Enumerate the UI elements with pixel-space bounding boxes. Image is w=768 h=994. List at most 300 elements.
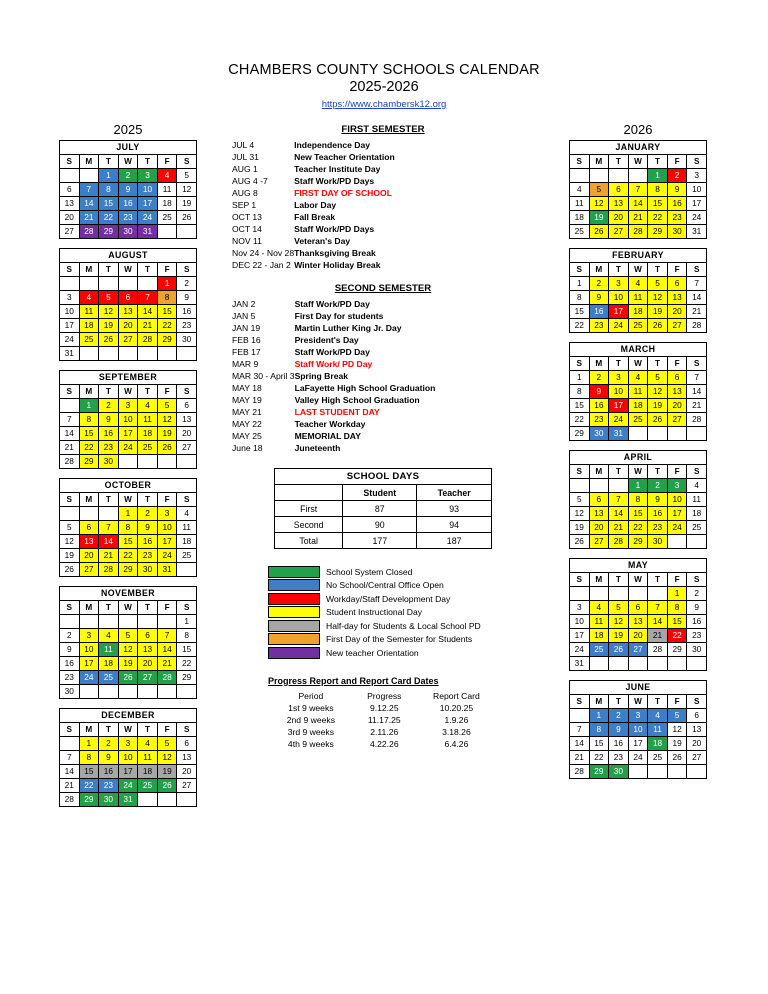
calendar-day: 10 bbox=[687, 183, 707, 197]
calendar-day: 5 bbox=[60, 521, 80, 535]
event-row bbox=[232, 334, 534, 346]
event-row bbox=[232, 346, 534, 358]
event-row bbox=[232, 235, 534, 247]
progress-date: 11.17.25 bbox=[367, 714, 401, 725]
calendar-day: 7 bbox=[648, 601, 668, 615]
calendar-day: 11 bbox=[138, 413, 158, 427]
calendar-day-empty bbox=[60, 615, 80, 629]
month-name: MARCH bbox=[570, 343, 707, 357]
calendar-day: 23 bbox=[589, 413, 609, 427]
progress-column-header: Period bbox=[298, 690, 324, 701]
event-name: Fall Break bbox=[294, 212, 336, 222]
event-date: NOV 11 bbox=[232, 236, 262, 246]
second-semester-events bbox=[232, 298, 534, 454]
calendar-day: 6 bbox=[177, 737, 197, 751]
weekday-header: M bbox=[589, 695, 609, 709]
event-name: Teacher Workday bbox=[294, 419, 366, 429]
calendar-day: 15 bbox=[570, 305, 590, 319]
weekday-header: S bbox=[687, 465, 707, 479]
calendar-day: 10 bbox=[79, 643, 99, 657]
weekday-header: T bbox=[138, 723, 158, 737]
calendar-day-empty bbox=[609, 587, 629, 601]
calendar-day: 25 bbox=[648, 751, 668, 765]
calendar-day: 26 bbox=[177, 211, 197, 225]
month-december bbox=[59, 708, 197, 807]
calendar-day: 4 bbox=[157, 169, 177, 183]
month-august bbox=[59, 248, 197, 361]
calendar-day: 18 bbox=[138, 427, 158, 441]
calendar-day: 24 bbox=[118, 441, 138, 455]
calendar-day: 27 bbox=[177, 441, 197, 455]
month-table bbox=[569, 680, 707, 779]
calendar-day: 10 bbox=[118, 751, 138, 765]
weekday-header: W bbox=[118, 601, 138, 615]
legend-swatch bbox=[268, 633, 320, 645]
event-row bbox=[232, 139, 534, 151]
calendar-day: 16 bbox=[667, 197, 687, 211]
calendar-day: 31 bbox=[570, 657, 590, 671]
legend-label: First Day of the Semester for Students bbox=[326, 634, 473, 645]
calendar-day: 19 bbox=[648, 305, 668, 319]
event-date: FEB 16 bbox=[232, 335, 261, 345]
event-date: MAY 19 bbox=[232, 395, 262, 405]
calendar-day: 28 bbox=[79, 225, 99, 239]
calendar-day-empty bbox=[628, 587, 648, 601]
weekday-header: S bbox=[177, 493, 197, 507]
calendar-day: 28 bbox=[60, 793, 80, 807]
calendar-day: 30 bbox=[118, 225, 138, 239]
weekday-header: F bbox=[157, 723, 177, 737]
event-date: JAN 19 bbox=[232, 323, 261, 333]
progress-column-header: Progress bbox=[367, 690, 402, 701]
calendar-day: 9 bbox=[589, 291, 609, 305]
event-date: FEB 17 bbox=[232, 347, 261, 357]
weekday-header: T bbox=[99, 601, 119, 615]
calendar-day: 9 bbox=[138, 521, 158, 535]
month-name: JULY bbox=[60, 141, 197, 155]
legend-row bbox=[268, 633, 498, 647]
calendar-day: 16 bbox=[138, 535, 158, 549]
event-row bbox=[232, 382, 534, 394]
calendar-day: 21 bbox=[648, 629, 668, 643]
month-table bbox=[569, 248, 707, 333]
calendar-day: 1 bbox=[570, 277, 590, 291]
school-days-value: 94 bbox=[417, 517, 492, 533]
calendar-day: 26 bbox=[609, 643, 629, 657]
calendar-day-empty bbox=[177, 347, 197, 361]
calendar-day: 16 bbox=[609, 737, 629, 751]
calendar-day: 2 bbox=[589, 371, 609, 385]
calendar-day: 25 bbox=[628, 319, 648, 333]
calendar-day: 19 bbox=[157, 427, 177, 441]
progress-period: 2nd 9 weeks bbox=[286, 714, 335, 725]
calendar-day: 22 bbox=[667, 629, 687, 643]
calendar-day-empty bbox=[667, 427, 687, 441]
calendar-day: 23 bbox=[99, 441, 119, 455]
calendar-day: 14 bbox=[60, 765, 80, 779]
calendar-day-empty bbox=[687, 765, 707, 779]
weekday-header: F bbox=[667, 357, 687, 371]
event-name: LAST STUDENT DAY bbox=[294, 407, 380, 417]
weekday-header: S bbox=[177, 263, 197, 277]
progress-date: 4.22.26 bbox=[369, 738, 399, 749]
calendar-day-empty bbox=[138, 347, 158, 361]
weekday-header: S bbox=[60, 263, 80, 277]
legend-swatch bbox=[268, 647, 320, 659]
calendar-day: 27 bbox=[667, 413, 687, 427]
calendar-day: 16 bbox=[589, 399, 609, 413]
calendar-day: 9 bbox=[648, 493, 668, 507]
weekday-header: T bbox=[99, 723, 119, 737]
calendar-day: 13 bbox=[177, 413, 197, 427]
calendar-day: 13 bbox=[667, 385, 687, 399]
calendar-day-empty bbox=[589, 657, 609, 671]
calendar-day: 31 bbox=[60, 347, 80, 361]
weekday-header: W bbox=[628, 573, 648, 587]
calendar-day: 13 bbox=[79, 535, 99, 549]
month-name: NOVEMBER bbox=[60, 587, 197, 601]
calendar-day: 20 bbox=[138, 657, 158, 671]
calendar-day: 6 bbox=[177, 399, 197, 413]
weekday-header: S bbox=[177, 601, 197, 615]
calendar-day: 30 bbox=[648, 535, 668, 549]
calendar-day: 29 bbox=[628, 535, 648, 549]
event-name: Staff Work/PD Days bbox=[294, 176, 375, 186]
calendar-day: 15 bbox=[177, 643, 197, 657]
calendar-day-empty bbox=[570, 479, 590, 493]
calendar-day: 25 bbox=[157, 211, 177, 225]
calendar-day: 19 bbox=[589, 211, 609, 225]
calendar-day-empty bbox=[99, 685, 119, 699]
calendar-day: 7 bbox=[99, 521, 119, 535]
calendar-day: 21 bbox=[60, 779, 80, 793]
calendar-day: 14 bbox=[60, 427, 80, 441]
calendar-day-empty bbox=[667, 657, 687, 671]
calendar-day: 6 bbox=[687, 709, 707, 723]
calendar-day: 23 bbox=[118, 211, 138, 225]
weekday-header: M bbox=[589, 573, 609, 587]
event-row bbox=[232, 442, 534, 454]
event-row bbox=[232, 322, 534, 334]
weekday-header: T bbox=[648, 695, 668, 709]
calendar-day: 15 bbox=[79, 765, 99, 779]
weekday-header: T bbox=[138, 385, 158, 399]
event-row bbox=[232, 406, 534, 418]
calendar-day: 30 bbox=[667, 225, 687, 239]
month-name: APRIL bbox=[570, 451, 707, 465]
calendar-day-empty bbox=[138, 685, 158, 699]
event-date: MAY 22 bbox=[232, 419, 262, 429]
calendar-day: 17 bbox=[157, 535, 177, 549]
calendar-day: 23 bbox=[589, 319, 609, 333]
event-name: Valley High School Graduation bbox=[294, 395, 420, 405]
calendar-day-empty bbox=[79, 277, 99, 291]
month-table bbox=[59, 708, 197, 807]
month-january bbox=[569, 140, 707, 239]
calendar-day: 3 bbox=[687, 169, 707, 183]
calendar-day: 17 bbox=[570, 629, 590, 643]
school-days-row-label: Second bbox=[275, 517, 343, 533]
event-name: MEMORIAL DAY bbox=[294, 431, 361, 441]
calendar-day: 1 bbox=[667, 587, 687, 601]
school-days-column-header: Teacher bbox=[417, 485, 492, 501]
event-row bbox=[232, 175, 534, 187]
calendar-day: 7 bbox=[60, 413, 80, 427]
calendar-day: 22 bbox=[118, 549, 138, 563]
weekday-header: W bbox=[628, 357, 648, 371]
calendar-day: 17 bbox=[628, 737, 648, 751]
event-row bbox=[232, 259, 534, 271]
event-name: President's Day bbox=[294, 335, 359, 345]
calendar-day: 25 bbox=[138, 779, 158, 793]
calendar-day: 17 bbox=[667, 507, 687, 521]
progress-date: 2.11.26 bbox=[370, 726, 399, 737]
page-title: CHAMBERS COUNTY SCHOOLS CALENDAR bbox=[228, 62, 540, 78]
school-days-value: 93 bbox=[417, 501, 492, 517]
calendar-day: 29 bbox=[589, 765, 609, 779]
event-date: JUL 31 bbox=[232, 152, 259, 162]
calendar-day-empty bbox=[118, 455, 138, 469]
calendar-day: 4 bbox=[589, 601, 609, 615]
calendar-day-empty bbox=[609, 479, 629, 493]
calendar-day: 1 bbox=[177, 615, 197, 629]
calendar-day: 8 bbox=[177, 629, 197, 643]
weekday-header: W bbox=[118, 723, 138, 737]
calendar-day: 13 bbox=[60, 197, 80, 211]
calendar-day: 18 bbox=[99, 657, 119, 671]
calendar-day: 11 bbox=[99, 643, 119, 657]
progress-row bbox=[268, 702, 498, 714]
calendar-day: 2 bbox=[589, 277, 609, 291]
weekday-header: T bbox=[609, 263, 629, 277]
calendar-day: 16 bbox=[589, 305, 609, 319]
calendar-day-empty bbox=[177, 793, 197, 807]
weekday-header: W bbox=[118, 155, 138, 169]
calendar-day: 3 bbox=[570, 601, 590, 615]
calendar-day: 10 bbox=[138, 183, 158, 197]
calendar-day: 29 bbox=[79, 455, 99, 469]
calendar-day-empty bbox=[60, 169, 80, 183]
calendar-day-empty bbox=[138, 793, 158, 807]
calendar-day-empty bbox=[687, 657, 707, 671]
calendar-day: 28 bbox=[687, 319, 707, 333]
calendar-day-empty bbox=[79, 347, 99, 361]
progress-report-table bbox=[268, 690, 498, 750]
calendar-day: 14 bbox=[570, 737, 590, 751]
calendar-day: 10 bbox=[118, 413, 138, 427]
school-days-row bbox=[275, 533, 492, 549]
calendar-day: 12 bbox=[648, 385, 668, 399]
month-table bbox=[569, 140, 707, 239]
calendar-day-empty bbox=[667, 765, 687, 779]
calendar-day: 12 bbox=[60, 535, 80, 549]
calendar-day: 1 bbox=[157, 277, 177, 291]
weekday-header: S bbox=[687, 695, 707, 709]
school-days-value: 187 bbox=[417, 533, 492, 549]
weekday-header: M bbox=[79, 263, 99, 277]
legend-label: Half-day for Students & Local School PD bbox=[326, 620, 481, 631]
weekday-header: T bbox=[609, 695, 629, 709]
calendar-day: 14 bbox=[138, 305, 158, 319]
calendar-day: 12 bbox=[589, 197, 609, 211]
legend-swatch bbox=[268, 606, 320, 618]
month-table bbox=[569, 342, 707, 441]
weekday-header: T bbox=[99, 385, 119, 399]
school-days-section bbox=[274, 468, 492, 549]
calendar-day: 13 bbox=[609, 197, 629, 211]
calendar-day: 17 bbox=[609, 399, 629, 413]
calendar-day-empty bbox=[157, 793, 177, 807]
weekday-header: W bbox=[118, 263, 138, 277]
calendar-day: 24 bbox=[118, 779, 138, 793]
event-date: DEC 22 - Jan 2 bbox=[232, 260, 291, 270]
second-semester-title: SECOND SEMESTER bbox=[334, 283, 432, 294]
calendar-day: 17 bbox=[687, 197, 707, 211]
calendar-day: 3 bbox=[609, 371, 629, 385]
month-table bbox=[59, 586, 197, 699]
calendar-day: 21 bbox=[99, 549, 119, 563]
calendar-day: 4 bbox=[138, 399, 158, 413]
calendar-day: 5 bbox=[157, 737, 177, 751]
calendar-day: 26 bbox=[118, 671, 138, 685]
calendar-day: 24 bbox=[609, 413, 629, 427]
calendar-day-empty bbox=[157, 685, 177, 699]
calendar-day: 3 bbox=[79, 629, 99, 643]
legend-row bbox=[268, 606, 498, 620]
calendar-day: 13 bbox=[138, 643, 158, 657]
calendar-day: 7 bbox=[570, 723, 590, 737]
event-row bbox=[232, 430, 534, 442]
calendar-day: 3 bbox=[118, 737, 138, 751]
calendar-day: 15 bbox=[589, 737, 609, 751]
calendar-day: 8 bbox=[628, 493, 648, 507]
progress-period: 3rd 9 weeks bbox=[287, 726, 335, 737]
calendar-day: 29 bbox=[667, 643, 687, 657]
month-name: JANUARY bbox=[570, 141, 707, 155]
calendar-columns bbox=[0, 122, 768, 816]
calendar-day-empty bbox=[570, 169, 590, 183]
calendar-day: 15 bbox=[118, 535, 138, 549]
weekday-header: F bbox=[157, 601, 177, 615]
event-row bbox=[232, 187, 534, 199]
calendar-day: 12 bbox=[157, 413, 177, 427]
month-table bbox=[59, 140, 197, 239]
weekday-header: M bbox=[589, 263, 609, 277]
weekday-header: S bbox=[177, 723, 197, 737]
calendar-day: 9 bbox=[118, 183, 138, 197]
month-table bbox=[59, 370, 197, 469]
calendar-day-empty bbox=[628, 657, 648, 671]
calendar-day: 21 bbox=[609, 521, 629, 535]
progress-row bbox=[268, 714, 498, 726]
weekday-header: S bbox=[570, 357, 590, 371]
calendar-day: 4 bbox=[177, 507, 197, 521]
calendar-day: 11 bbox=[79, 305, 99, 319]
calendar-day: 15 bbox=[648, 197, 668, 211]
calendar-day-empty bbox=[99, 507, 119, 521]
calendar-day: 28 bbox=[648, 643, 668, 657]
calendar-day: 3 bbox=[609, 277, 629, 291]
event-row bbox=[232, 298, 534, 310]
calendar-day-empty bbox=[177, 455, 197, 469]
school-days-title: SCHOOL DAYS bbox=[275, 469, 492, 485]
calendar-day: 22 bbox=[628, 521, 648, 535]
progress-row bbox=[268, 726, 498, 738]
calendar-day: 19 bbox=[570, 521, 590, 535]
calendar-day: 4 bbox=[628, 371, 648, 385]
calendar-day: 24 bbox=[667, 521, 687, 535]
calendar-day: 15 bbox=[79, 427, 99, 441]
calendar-day-empty bbox=[570, 709, 590, 723]
calendar-day-empty bbox=[570, 587, 590, 601]
calendar-day: 31 bbox=[609, 427, 629, 441]
month-name: AUGUST bbox=[60, 249, 197, 263]
month-table bbox=[569, 450, 707, 549]
weekday-header: T bbox=[138, 155, 158, 169]
calendar-day: 11 bbox=[648, 723, 668, 737]
calendar-day: 19 bbox=[667, 737, 687, 751]
month-september bbox=[59, 370, 197, 469]
event-row bbox=[232, 418, 534, 430]
calendar-day: 19 bbox=[648, 399, 668, 413]
calendar-day-empty bbox=[157, 347, 177, 361]
calendar-day: 27 bbox=[589, 535, 609, 549]
weekday-header: F bbox=[667, 695, 687, 709]
calendar-day: 13 bbox=[589, 507, 609, 521]
school-days-column-header bbox=[275, 485, 343, 501]
calendar-day-empty bbox=[60, 399, 80, 413]
calendar-day: 22 bbox=[99, 211, 119, 225]
calendar-day: 25 bbox=[628, 413, 648, 427]
calendar-day: 22 bbox=[79, 779, 99, 793]
calendar-day: 25 bbox=[79, 333, 99, 347]
calendar-day: 7 bbox=[609, 493, 629, 507]
calendar-day: 11 bbox=[177, 521, 197, 535]
calendar-day: 29 bbox=[570, 427, 590, 441]
weekday-header: T bbox=[648, 465, 668, 479]
calendar-day-empty bbox=[648, 765, 668, 779]
weekday-header: M bbox=[589, 357, 609, 371]
progress-period: 1st 9 weeks bbox=[288, 702, 334, 713]
event-date: Nov 24 - Nov 28 bbox=[232, 248, 295, 258]
calendar-day: 24 bbox=[628, 751, 648, 765]
school-days-row-label: Total bbox=[275, 533, 343, 549]
progress-report-section bbox=[268, 676, 498, 750]
calendar-day: 27 bbox=[667, 319, 687, 333]
calendar-day-empty bbox=[138, 615, 158, 629]
weekday-header: S bbox=[687, 155, 707, 169]
month-february bbox=[569, 248, 707, 333]
weekday-header: F bbox=[157, 263, 177, 277]
calendar-day: 19 bbox=[177, 197, 197, 211]
weekday-header: T bbox=[138, 601, 158, 615]
calendar-day: 3 bbox=[628, 709, 648, 723]
calendar-day-empty bbox=[60, 737, 80, 751]
calendar-day: 30 bbox=[60, 685, 80, 699]
calendar-day: 15 bbox=[157, 305, 177, 319]
calendar-day-empty bbox=[628, 765, 648, 779]
calendar-day: 1 bbox=[99, 169, 119, 183]
calendar-day: 11 bbox=[589, 615, 609, 629]
event-row bbox=[232, 211, 534, 223]
report-card-date: 3.18.26 bbox=[442, 726, 471, 737]
district-website-link[interactable]: https://www.chambersk12.org bbox=[321, 99, 447, 110]
event-date: SEP 1 bbox=[232, 200, 257, 210]
calendar-day: 24 bbox=[570, 643, 590, 657]
weekday-header: T bbox=[99, 493, 119, 507]
calendar-day: 30 bbox=[99, 793, 119, 807]
calendar-day: 2 bbox=[138, 507, 158, 521]
